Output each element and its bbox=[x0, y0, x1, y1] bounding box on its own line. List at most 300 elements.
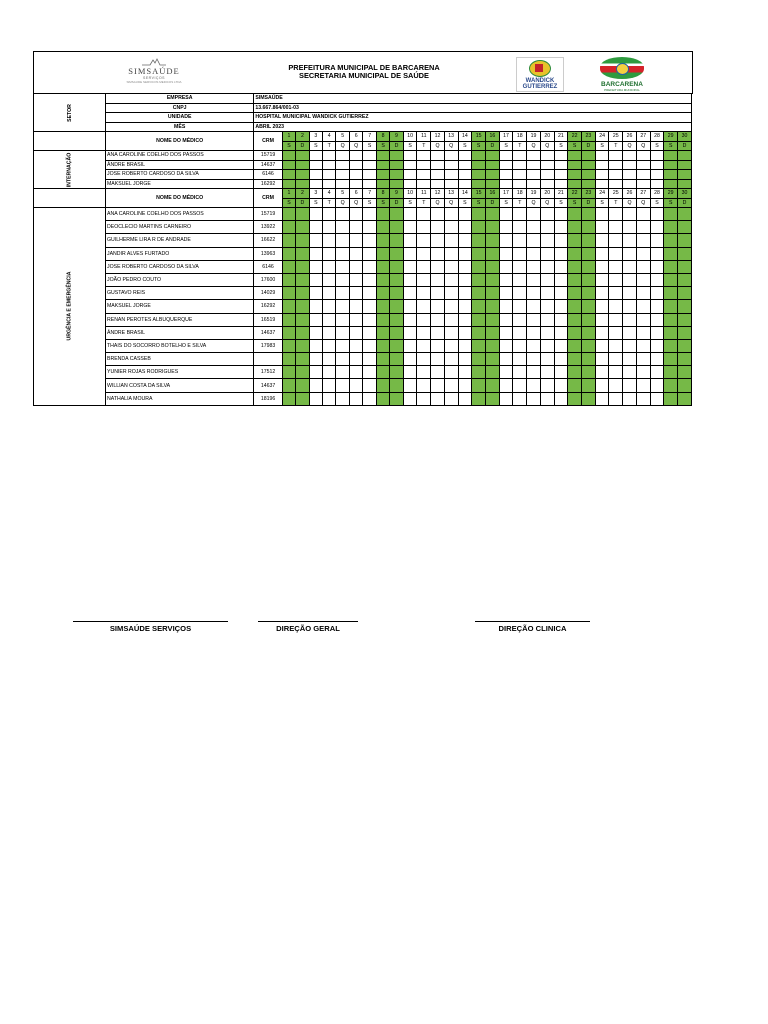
shift-cell[interactable] bbox=[376, 300, 389, 313]
shift-cell[interactable] bbox=[472, 208, 486, 221]
shift-cell[interactable] bbox=[527, 247, 541, 260]
shift-cell[interactable] bbox=[472, 339, 486, 352]
shift-cell[interactable] bbox=[403, 326, 417, 339]
shift-cell[interactable] bbox=[485, 379, 499, 392]
shift-cell[interactable] bbox=[336, 300, 350, 313]
shift-cell[interactable] bbox=[431, 151, 445, 161]
shift-cell[interactable] bbox=[513, 273, 527, 286]
shift-cell[interactable] bbox=[527, 392, 541, 405]
shift-cell[interactable] bbox=[431, 273, 445, 286]
shift-cell[interactable] bbox=[485, 300, 499, 313]
shift-cell[interactable] bbox=[554, 170, 568, 180]
shift-cell[interactable] bbox=[499, 247, 513, 260]
shift-cell[interactable] bbox=[540, 366, 554, 379]
shift-cell[interactable] bbox=[678, 366, 692, 379]
shift-cell[interactable] bbox=[363, 287, 376, 300]
shift-cell[interactable] bbox=[458, 170, 472, 180]
shift-cell[interactable] bbox=[513, 234, 527, 247]
shift-cell[interactable] bbox=[582, 260, 596, 273]
shift-cell[interactable] bbox=[664, 179, 678, 189]
shift-cell[interactable] bbox=[664, 247, 678, 260]
shift-cell[interactable] bbox=[664, 208, 678, 221]
shift-cell[interactable] bbox=[636, 179, 650, 189]
shift-cell[interactable] bbox=[376, 160, 389, 170]
shift-cell[interactable] bbox=[554, 247, 568, 260]
shift-cell[interactable] bbox=[390, 160, 403, 170]
shift-cell[interactable] bbox=[390, 379, 403, 392]
shift-cell[interactable] bbox=[390, 151, 403, 161]
shift-cell[interactable] bbox=[472, 179, 486, 189]
shift-cell[interactable] bbox=[444, 353, 458, 366]
shift-cell[interactable] bbox=[390, 313, 403, 326]
shift-cell[interactable] bbox=[582, 287, 596, 300]
shift-cell[interactable] bbox=[554, 326, 568, 339]
shift-cell[interactable] bbox=[595, 160, 609, 170]
shift-cell[interactable] bbox=[323, 392, 336, 405]
shift-cell[interactable] bbox=[431, 392, 445, 405]
shift-cell[interactable] bbox=[513, 392, 527, 405]
shift-cell[interactable] bbox=[678, 221, 692, 234]
shift-cell[interactable] bbox=[323, 221, 336, 234]
shift-cell[interactable] bbox=[678, 313, 692, 326]
shift-cell[interactable] bbox=[282, 300, 295, 313]
shift-cell[interactable] bbox=[403, 392, 417, 405]
shift-cell[interactable] bbox=[609, 160, 623, 170]
shift-cell[interactable] bbox=[568, 208, 582, 221]
shift-cell[interactable] bbox=[403, 300, 417, 313]
shift-cell[interactable] bbox=[609, 170, 623, 180]
shift-cell[interactable] bbox=[336, 247, 350, 260]
shift-cell[interactable] bbox=[499, 379, 513, 392]
shift-cell[interactable] bbox=[499, 151, 513, 161]
shift-cell[interactable] bbox=[417, 339, 431, 352]
shift-cell[interactable] bbox=[582, 300, 596, 313]
shift-cell[interactable] bbox=[323, 151, 336, 161]
shift-cell[interactable] bbox=[568, 326, 582, 339]
shift-cell[interactable] bbox=[499, 392, 513, 405]
shift-cell[interactable] bbox=[595, 221, 609, 234]
shift-cell[interactable] bbox=[417, 326, 431, 339]
shift-cell[interactable] bbox=[636, 353, 650, 366]
shift-cell[interactable] bbox=[296, 151, 309, 161]
shift-cell[interactable] bbox=[623, 366, 637, 379]
shift-cell[interactable] bbox=[485, 170, 499, 180]
shift-cell[interactable] bbox=[323, 160, 336, 170]
shift-cell[interactable] bbox=[554, 234, 568, 247]
shift-cell[interactable] bbox=[282, 326, 295, 339]
shift-cell[interactable] bbox=[650, 379, 664, 392]
shift-cell[interactable] bbox=[363, 300, 376, 313]
shift-cell[interactable] bbox=[636, 313, 650, 326]
shift-cell[interactable] bbox=[444, 287, 458, 300]
shift-cell[interactable] bbox=[582, 326, 596, 339]
shift-cell[interactable] bbox=[568, 260, 582, 273]
shift-cell[interactable] bbox=[417, 273, 431, 286]
shift-cell[interactable] bbox=[390, 247, 403, 260]
shift-cell[interactable] bbox=[296, 273, 309, 286]
shift-cell[interactable] bbox=[282, 234, 295, 247]
shift-cell[interactable] bbox=[472, 379, 486, 392]
shift-cell[interactable] bbox=[568, 300, 582, 313]
shift-cell[interactable] bbox=[282, 366, 295, 379]
shift-cell[interactable] bbox=[568, 234, 582, 247]
shift-cell[interactable] bbox=[623, 379, 637, 392]
shift-cell[interactable] bbox=[636, 326, 650, 339]
shift-cell[interactable] bbox=[403, 179, 417, 189]
shift-cell[interactable] bbox=[309, 170, 322, 180]
shift-cell[interactable] bbox=[403, 287, 417, 300]
shift-cell[interactable] bbox=[349, 379, 363, 392]
shift-cell[interactable] bbox=[595, 366, 609, 379]
shift-cell[interactable] bbox=[513, 353, 527, 366]
shift-cell[interactable] bbox=[513, 247, 527, 260]
shift-cell[interactable] bbox=[323, 234, 336, 247]
shift-cell[interactable] bbox=[609, 234, 623, 247]
shift-cell[interactable] bbox=[390, 392, 403, 405]
shift-cell[interactable] bbox=[403, 170, 417, 180]
shift-cell[interactable] bbox=[363, 392, 376, 405]
shift-cell[interactable] bbox=[417, 247, 431, 260]
shift-cell[interactable] bbox=[540, 208, 554, 221]
shift-cell[interactable] bbox=[458, 287, 472, 300]
shift-cell[interactable] bbox=[349, 353, 363, 366]
shift-cell[interactable] bbox=[636, 160, 650, 170]
shift-cell[interactable] bbox=[664, 170, 678, 180]
shift-cell[interactable] bbox=[282, 170, 295, 180]
shift-cell[interactable] bbox=[540, 234, 554, 247]
shift-cell[interactable] bbox=[678, 379, 692, 392]
shift-cell[interactable] bbox=[336, 160, 350, 170]
shift-cell[interactable] bbox=[527, 160, 541, 170]
shift-cell[interactable] bbox=[472, 247, 486, 260]
shift-cell[interactable] bbox=[376, 221, 389, 234]
shift-cell[interactable] bbox=[582, 151, 596, 161]
shift-cell[interactable] bbox=[650, 151, 664, 161]
shift-cell[interactable] bbox=[513, 179, 527, 189]
shift-cell[interactable] bbox=[431, 339, 445, 352]
shift-cell[interactable] bbox=[513, 221, 527, 234]
shift-cell[interactable] bbox=[513, 208, 527, 221]
shift-cell[interactable] bbox=[554, 221, 568, 234]
shift-cell[interactable] bbox=[664, 339, 678, 352]
shift-cell[interactable] bbox=[636, 170, 650, 180]
shift-cell[interactable] bbox=[540, 170, 554, 180]
shift-cell[interactable] bbox=[444, 313, 458, 326]
shift-cell[interactable] bbox=[472, 170, 486, 180]
shift-cell[interactable] bbox=[527, 273, 541, 286]
shift-cell[interactable] bbox=[376, 287, 389, 300]
shift-cell[interactable] bbox=[650, 287, 664, 300]
shift-cell[interactable] bbox=[296, 326, 309, 339]
shift-cell[interactable] bbox=[296, 313, 309, 326]
shift-cell[interactable] bbox=[363, 366, 376, 379]
shift-cell[interactable] bbox=[595, 151, 609, 161]
shift-cell[interactable] bbox=[458, 379, 472, 392]
shift-cell[interactable] bbox=[349, 366, 363, 379]
shift-cell[interactable] bbox=[363, 260, 376, 273]
shift-cell[interactable] bbox=[363, 208, 376, 221]
shift-cell[interactable] bbox=[485, 208, 499, 221]
shift-cell[interactable] bbox=[390, 326, 403, 339]
shift-cell[interactable] bbox=[582, 208, 596, 221]
shift-cell[interactable] bbox=[582, 379, 596, 392]
shift-cell[interactable] bbox=[431, 247, 445, 260]
shift-cell[interactable] bbox=[485, 221, 499, 234]
shift-cell[interactable] bbox=[376, 247, 389, 260]
shift-cell[interactable] bbox=[527, 151, 541, 161]
shift-cell[interactable] bbox=[650, 170, 664, 180]
shift-cell[interactable] bbox=[472, 313, 486, 326]
shift-cell[interactable] bbox=[554, 179, 568, 189]
shift-cell[interactable] bbox=[582, 273, 596, 286]
shift-cell[interactable] bbox=[664, 326, 678, 339]
shift-cell[interactable] bbox=[582, 339, 596, 352]
shift-cell[interactable] bbox=[390, 353, 403, 366]
shift-cell[interactable] bbox=[296, 339, 309, 352]
shift-cell[interactable] bbox=[513, 339, 527, 352]
shift-cell[interactable] bbox=[309, 179, 322, 189]
shift-cell[interactable] bbox=[376, 208, 389, 221]
shift-cell[interactable] bbox=[636, 247, 650, 260]
shift-cell[interactable] bbox=[623, 339, 637, 352]
shift-cell[interactable] bbox=[568, 379, 582, 392]
shift-cell[interactable] bbox=[431, 379, 445, 392]
shift-cell[interactable] bbox=[296, 392, 309, 405]
shift-cell[interactable] bbox=[595, 247, 609, 260]
shift-cell[interactable] bbox=[623, 247, 637, 260]
shift-cell[interactable] bbox=[623, 273, 637, 286]
shift-cell[interactable] bbox=[540, 339, 554, 352]
shift-cell[interactable] bbox=[363, 170, 376, 180]
shift-cell[interactable] bbox=[296, 300, 309, 313]
shift-cell[interactable] bbox=[568, 151, 582, 161]
shift-cell[interactable] bbox=[499, 234, 513, 247]
shift-cell[interactable] bbox=[309, 208, 322, 221]
shift-cell[interactable] bbox=[678, 353, 692, 366]
shift-cell[interactable] bbox=[513, 160, 527, 170]
shift-cell[interactable] bbox=[527, 221, 541, 234]
shift-cell[interactable] bbox=[609, 179, 623, 189]
shift-cell[interactable] bbox=[678, 339, 692, 352]
shift-cell[interactable] bbox=[431, 234, 445, 247]
shift-cell[interactable] bbox=[527, 170, 541, 180]
shift-cell[interactable] bbox=[349, 260, 363, 273]
shift-cell[interactable] bbox=[458, 160, 472, 170]
shift-cell[interactable] bbox=[609, 151, 623, 161]
shift-cell[interactable] bbox=[376, 234, 389, 247]
shift-cell[interactable] bbox=[349, 221, 363, 234]
shift-cell[interactable] bbox=[431, 313, 445, 326]
shift-cell[interactable] bbox=[403, 247, 417, 260]
shift-cell[interactable] bbox=[595, 273, 609, 286]
shift-cell[interactable] bbox=[309, 160, 322, 170]
shift-cell[interactable] bbox=[282, 353, 295, 366]
shift-cell[interactable] bbox=[513, 260, 527, 273]
shift-cell[interactable] bbox=[458, 326, 472, 339]
shift-cell[interactable] bbox=[472, 221, 486, 234]
shift-cell[interactable] bbox=[540, 326, 554, 339]
shift-cell[interactable] bbox=[390, 300, 403, 313]
shift-cell[interactable] bbox=[623, 179, 637, 189]
shift-cell[interactable] bbox=[363, 247, 376, 260]
shift-cell[interactable] bbox=[623, 160, 637, 170]
shift-cell[interactable] bbox=[472, 392, 486, 405]
shift-cell[interactable] bbox=[678, 260, 692, 273]
shift-cell[interactable] bbox=[444, 300, 458, 313]
shift-cell[interactable] bbox=[499, 208, 513, 221]
shift-cell[interactable] bbox=[623, 151, 637, 161]
shift-cell[interactable] bbox=[678, 300, 692, 313]
shift-cell[interactable] bbox=[403, 260, 417, 273]
shift-cell[interactable] bbox=[403, 313, 417, 326]
shift-cell[interactable] bbox=[568, 287, 582, 300]
shift-cell[interactable] bbox=[595, 326, 609, 339]
shift-cell[interactable] bbox=[499, 326, 513, 339]
shift-cell[interactable] bbox=[363, 234, 376, 247]
shift-cell[interactable] bbox=[636, 273, 650, 286]
shift-cell[interactable] bbox=[609, 339, 623, 352]
shift-cell[interactable] bbox=[349, 151, 363, 161]
shift-cell[interactable] bbox=[582, 353, 596, 366]
shift-cell[interactable] bbox=[296, 160, 309, 170]
shift-cell[interactable] bbox=[582, 247, 596, 260]
shift-cell[interactable] bbox=[595, 260, 609, 273]
shift-cell[interactable] bbox=[309, 379, 322, 392]
shift-cell[interactable] bbox=[650, 273, 664, 286]
shift-cell[interactable] bbox=[323, 208, 336, 221]
shift-cell[interactable] bbox=[309, 234, 322, 247]
shift-cell[interactable] bbox=[323, 273, 336, 286]
shift-cell[interactable] bbox=[678, 392, 692, 405]
shift-cell[interactable] bbox=[376, 179, 389, 189]
shift-cell[interactable] bbox=[664, 273, 678, 286]
shift-cell[interactable] bbox=[431, 260, 445, 273]
shift-cell[interactable] bbox=[376, 170, 389, 180]
shift-cell[interactable] bbox=[485, 247, 499, 260]
shift-cell[interactable] bbox=[444, 179, 458, 189]
shift-cell[interactable] bbox=[431, 326, 445, 339]
shift-cell[interactable] bbox=[417, 208, 431, 221]
shift-cell[interactable] bbox=[650, 392, 664, 405]
shift-cell[interactable] bbox=[623, 221, 637, 234]
shift-cell[interactable] bbox=[431, 287, 445, 300]
shift-cell[interactable] bbox=[582, 313, 596, 326]
shift-cell[interactable] bbox=[650, 221, 664, 234]
shift-cell[interactable] bbox=[636, 260, 650, 273]
shift-cell[interactable] bbox=[323, 353, 336, 366]
shift-cell[interactable] bbox=[376, 260, 389, 273]
shift-cell[interactable] bbox=[650, 160, 664, 170]
shift-cell[interactable] bbox=[582, 392, 596, 405]
shift-cell[interactable] bbox=[349, 339, 363, 352]
shift-cell[interactable] bbox=[363, 160, 376, 170]
shift-cell[interactable] bbox=[431, 353, 445, 366]
shift-cell[interactable] bbox=[540, 353, 554, 366]
shift-cell[interactable] bbox=[636, 287, 650, 300]
shift-cell[interactable] bbox=[678, 273, 692, 286]
shift-cell[interactable] bbox=[472, 300, 486, 313]
shift-cell[interactable] bbox=[650, 179, 664, 189]
shift-cell[interactable] bbox=[349, 170, 363, 180]
shift-cell[interactable] bbox=[336, 379, 350, 392]
shift-cell[interactable] bbox=[431, 221, 445, 234]
shift-cell[interactable] bbox=[417, 392, 431, 405]
shift-cell[interactable] bbox=[527, 353, 541, 366]
shift-cell[interactable] bbox=[540, 151, 554, 161]
shift-cell[interactable] bbox=[650, 366, 664, 379]
shift-cell[interactable] bbox=[390, 179, 403, 189]
shift-cell[interactable] bbox=[309, 221, 322, 234]
shift-cell[interactable] bbox=[336, 151, 350, 161]
shift-cell[interactable] bbox=[527, 208, 541, 221]
shift-cell[interactable] bbox=[417, 366, 431, 379]
shift-cell[interactable] bbox=[472, 366, 486, 379]
shift-cell[interactable] bbox=[499, 170, 513, 180]
shift-cell[interactable] bbox=[458, 208, 472, 221]
shift-cell[interactable] bbox=[568, 313, 582, 326]
shift-cell[interactable] bbox=[609, 221, 623, 234]
shift-cell[interactable] bbox=[431, 160, 445, 170]
shift-cell[interactable] bbox=[554, 151, 568, 161]
shift-cell[interactable] bbox=[390, 170, 403, 180]
shift-cell[interactable] bbox=[609, 366, 623, 379]
shift-cell[interactable] bbox=[296, 221, 309, 234]
shift-cell[interactable] bbox=[485, 287, 499, 300]
shift-cell[interactable] bbox=[363, 179, 376, 189]
shift-cell[interactable] bbox=[554, 339, 568, 352]
shift-cell[interactable] bbox=[349, 208, 363, 221]
shift-cell[interactable] bbox=[568, 366, 582, 379]
shift-cell[interactable] bbox=[363, 273, 376, 286]
shift-cell[interactable] bbox=[444, 366, 458, 379]
shift-cell[interactable] bbox=[678, 208, 692, 221]
shift-cell[interactable] bbox=[513, 300, 527, 313]
shift-cell[interactable] bbox=[309, 326, 322, 339]
shift-cell[interactable] bbox=[609, 326, 623, 339]
shift-cell[interactable] bbox=[376, 366, 389, 379]
shift-cell[interactable] bbox=[485, 366, 499, 379]
shift-cell[interactable] bbox=[309, 287, 322, 300]
shift-cell[interactable] bbox=[458, 273, 472, 286]
shift-cell[interactable] bbox=[527, 287, 541, 300]
shift-cell[interactable] bbox=[678, 160, 692, 170]
shift-cell[interactable] bbox=[554, 366, 568, 379]
shift-cell[interactable] bbox=[336, 179, 350, 189]
shift-cell[interactable] bbox=[650, 247, 664, 260]
shift-cell[interactable] bbox=[376, 339, 389, 352]
shift-cell[interactable] bbox=[595, 208, 609, 221]
shift-cell[interactable] bbox=[296, 247, 309, 260]
shift-cell[interactable] bbox=[309, 353, 322, 366]
shift-cell[interactable] bbox=[417, 353, 431, 366]
shift-cell[interactable] bbox=[650, 326, 664, 339]
shift-cell[interactable] bbox=[390, 273, 403, 286]
shift-cell[interactable] bbox=[363, 151, 376, 161]
shift-cell[interactable] bbox=[568, 160, 582, 170]
shift-cell[interactable] bbox=[336, 273, 350, 286]
shift-cell[interactable] bbox=[636, 366, 650, 379]
shift-cell[interactable] bbox=[296, 366, 309, 379]
shift-cell[interactable] bbox=[664, 221, 678, 234]
shift-cell[interactable] bbox=[540, 379, 554, 392]
shift-cell[interactable] bbox=[336, 392, 350, 405]
shift-cell[interactable] bbox=[363, 353, 376, 366]
shift-cell[interactable] bbox=[336, 339, 350, 352]
shift-cell[interactable] bbox=[417, 300, 431, 313]
shift-cell[interactable] bbox=[527, 260, 541, 273]
shift-cell[interactable] bbox=[499, 260, 513, 273]
shift-cell[interactable] bbox=[540, 247, 554, 260]
